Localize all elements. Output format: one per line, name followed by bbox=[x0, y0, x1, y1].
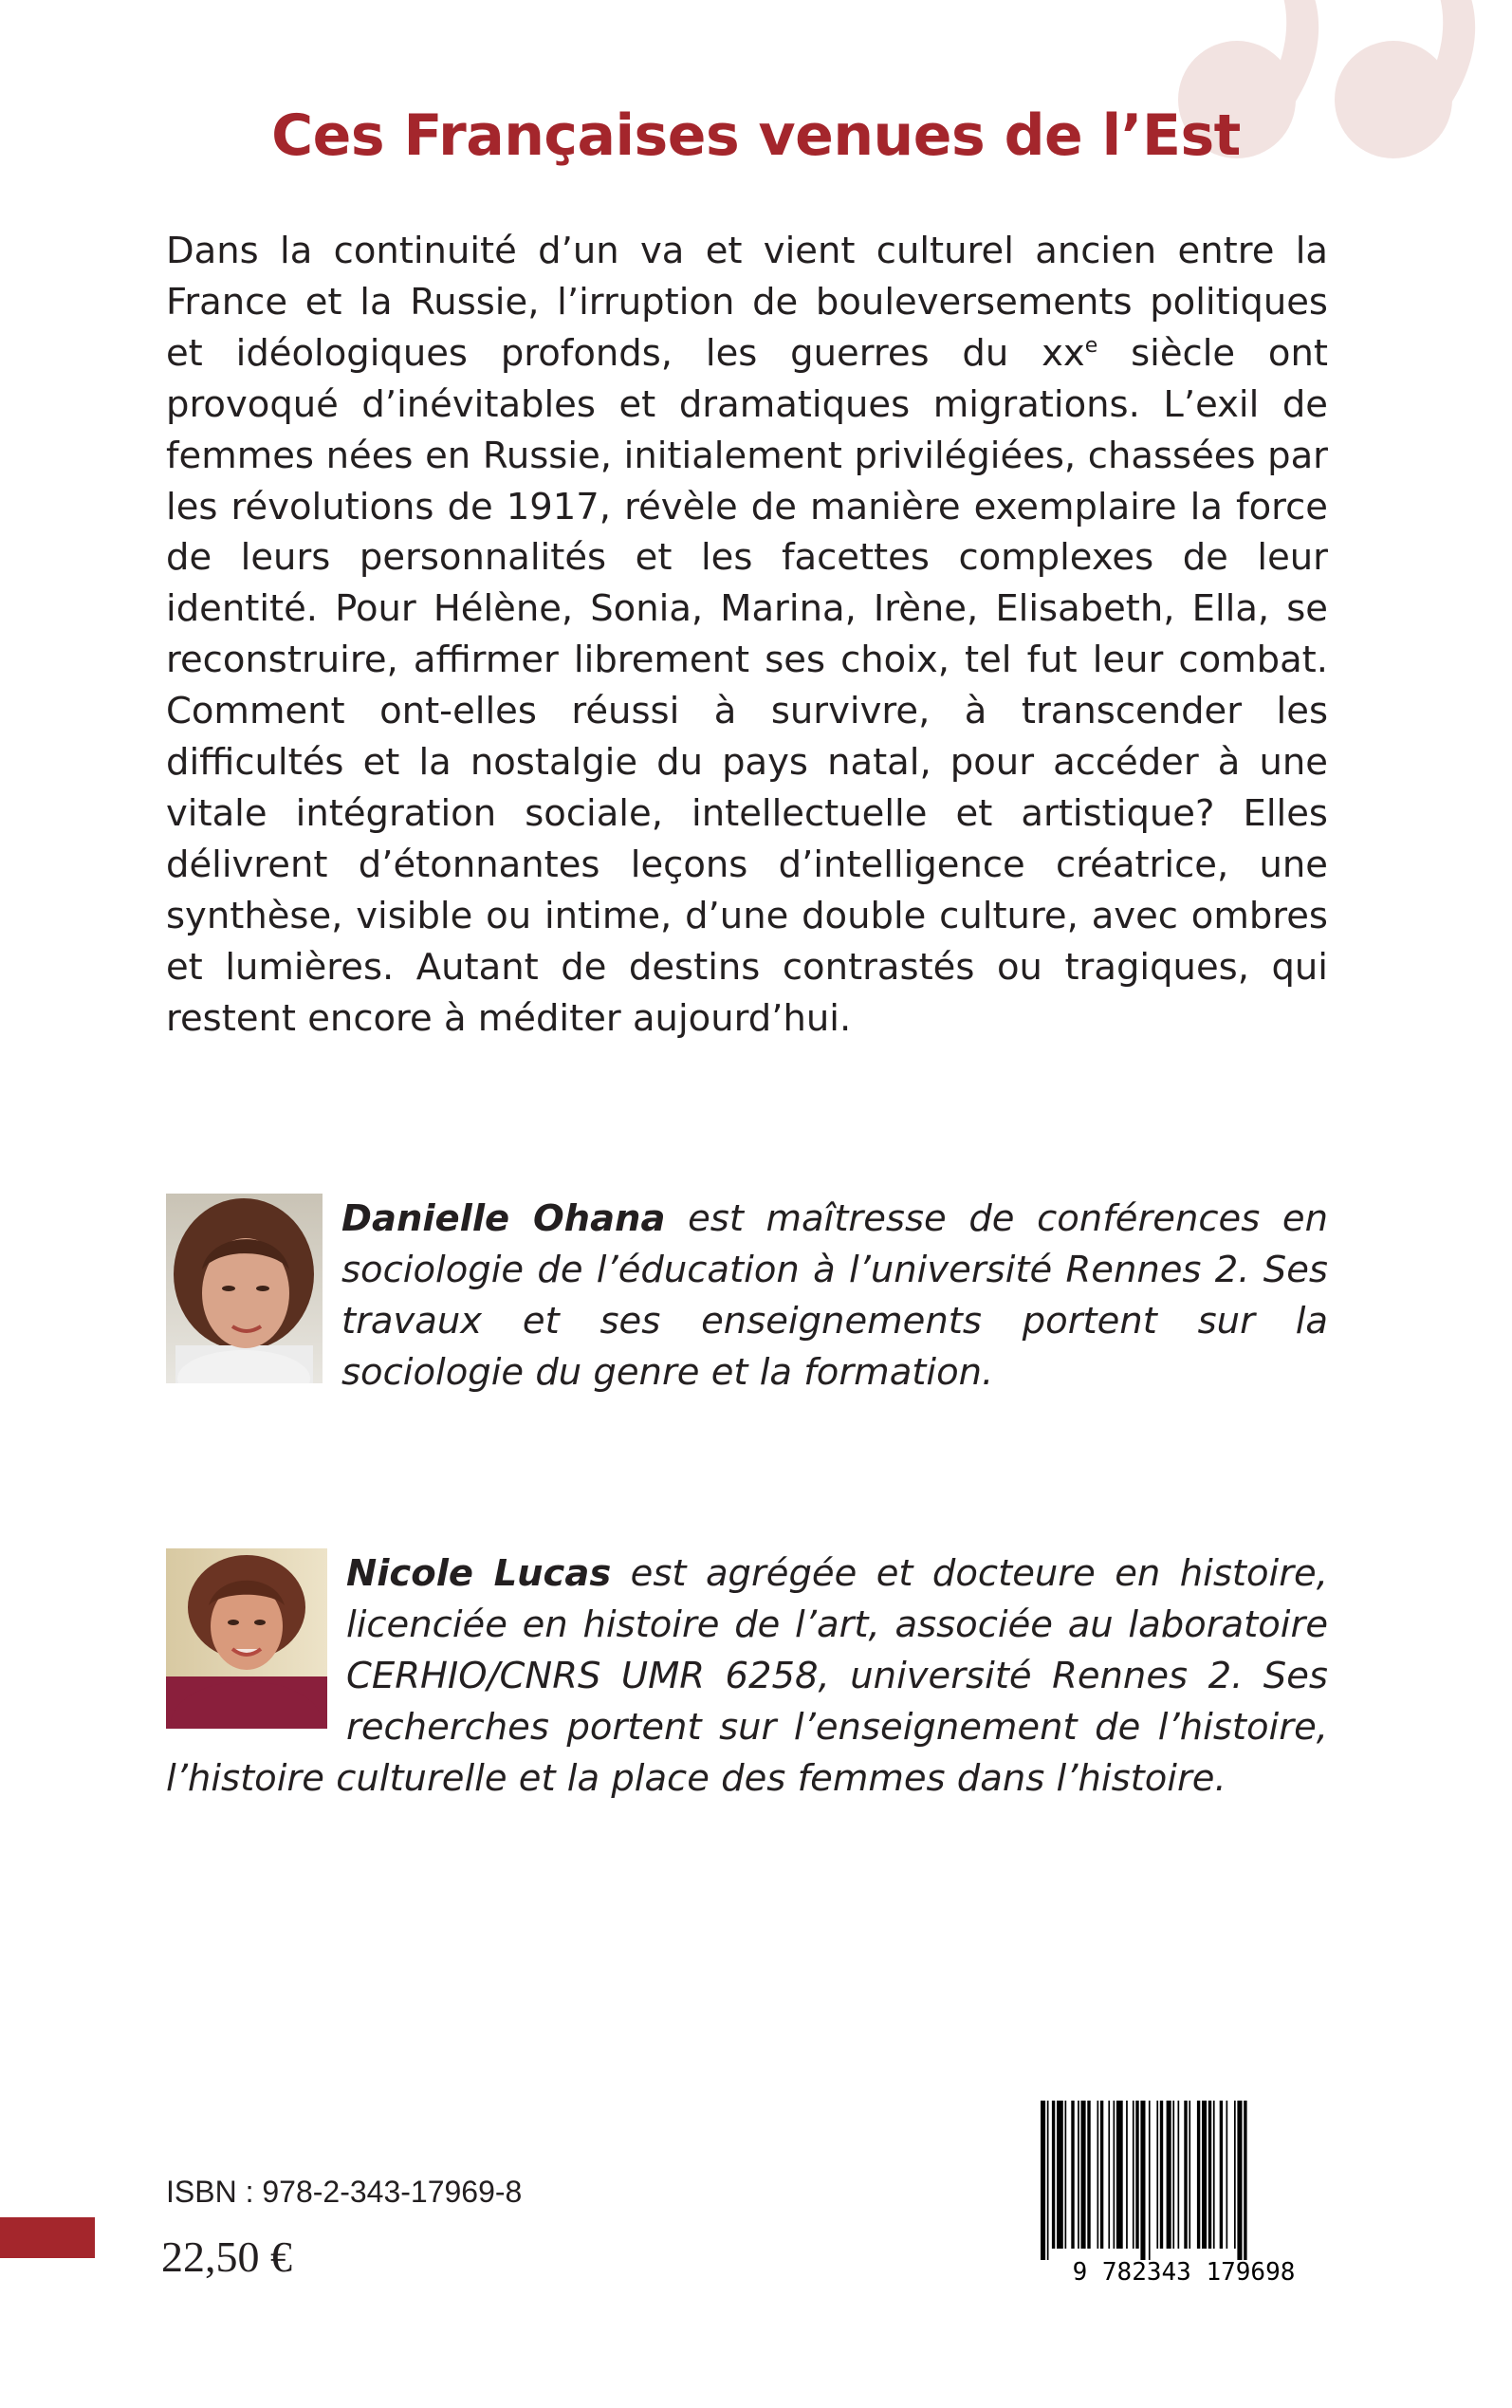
barcode-bar bbox=[1213, 2101, 1215, 2249]
barcode-bar bbox=[1167, 2101, 1171, 2249]
barcode-bar bbox=[1052, 2101, 1055, 2249]
red-accent-bar bbox=[0, 2217, 95, 2258]
author-name-danielle-ohana: Danielle Ohana bbox=[341, 1197, 666, 1240]
barcode-bar bbox=[1135, 2101, 1138, 2249]
barcode bbox=[1037, 2097, 1331, 2287]
author-block-nicole-lucas bbox=[166, 1548, 1328, 1805]
barcode-bar bbox=[1189, 2101, 1190, 2249]
barcode-bar bbox=[1057, 2101, 1063, 2249]
barcode-bar bbox=[1097, 2101, 1099, 2249]
barcode-bar bbox=[1108, 2101, 1110, 2249]
barcode-bar bbox=[1234, 2101, 1236, 2249]
barcode-bar bbox=[1071, 2101, 1074, 2249]
barcode-bar bbox=[1237, 2101, 1242, 2260]
author-block-danielle-ohana bbox=[166, 1194, 1328, 1398]
book-blurb bbox=[166, 226, 1328, 1045]
blurb-text-part2: siècle ont provoqué d’inévitables et dramatiques migrations. L’exil de femmes nées en Russie, initialement privilégiées, chassées par les révolutions de 1917, révèle de manière exemplaire la force de leurs personnalités et les facettes complexes de leur identité. Pour Hélène, Sonia, Marina, Irène, Elisabeth, Ella, se reconstruire, affirmer librement ses choix, tel fut leur combat. Comment ont-elles réussi à survivre, à transcender les difficultés et la nostalgie du pays natal, pour accéder à une vitale intégration sociale, intellectuelle et artistique? Elles délivrent d’étonnantes leçons d’intelligence créatrice, une synthèse, visible ou intime, d’une double culture, avec ombres et lumières. Autant de destins contrastés ou tragiques, qui restent encore à méditer aujourd’hui. bbox=[166, 331, 1328, 1040]
barcode-bar bbox=[1172, 2101, 1174, 2249]
isbn: ISBN : 978-2-343-17969-8 bbox=[166, 2175, 523, 2209]
barcode-bar bbox=[1184, 2101, 1187, 2249]
barcode-bar bbox=[1087, 2101, 1090, 2249]
barcode-number: 9 782343 179698 bbox=[1072, 2258, 1296, 2287]
author-photo-danielle-ohana bbox=[166, 1194, 323, 1383]
barcode-bar bbox=[1178, 2101, 1180, 2249]
author-bio-nicole-lucas bbox=[166, 1548, 1328, 1805]
author-description-nicole-lucas: est agrégée et docteure en histoire, licenciée en histoire de l’art, associée au laboratoire CERHIO/CNRS UMR 6258, université Rennes 2. Ses recherches portent sur l’enseignement de l’histoire, l’histoire culturelle et la place des femmes dans l’histoire. bbox=[166, 1552, 1328, 1800]
barcode-bar bbox=[1078, 2101, 1079, 2249]
author-name-nicole-lucas: Nicole Lucas bbox=[346, 1552, 612, 1595]
barcode-bar bbox=[1100, 2101, 1103, 2249]
barcode-bar bbox=[1197, 2101, 1200, 2249]
barcode-bar bbox=[1244, 2101, 1246, 2260]
barcode-bar bbox=[1208, 2101, 1211, 2249]
author-photo-nicole-lucas bbox=[166, 1548, 327, 1729]
barcode-bar bbox=[1065, 2101, 1067, 2249]
barcode-bars bbox=[1041, 2101, 1247, 2260]
blurb-text-part1: Dans la continuité d’un va et vient culturel ancien entre la France et la Russie, l’irruption de bouleversements politiques et idéologiques profonds, les guerres du xx bbox=[166, 230, 1328, 375]
century-superscript: e bbox=[1084, 333, 1098, 358]
barcode-bar bbox=[1114, 2101, 1116, 2249]
barcode-bar bbox=[1041, 2101, 1045, 2260]
barcode-bar bbox=[1126, 2101, 1128, 2249]
barcode-bar bbox=[1140, 2101, 1145, 2260]
barcode-bar bbox=[1160, 2101, 1163, 2249]
barcode-bar bbox=[1156, 2101, 1158, 2249]
author-bio-danielle-ohana bbox=[166, 1194, 1328, 1398]
barcode-bar bbox=[1081, 2101, 1086, 2249]
barcode-bar bbox=[1226, 2101, 1228, 2249]
barcode-bar bbox=[1220, 2101, 1223, 2249]
author-description-danielle-ohana: est maîtresse de conférences en sociologie de l’éducation à l’université Rennes 2. Ses travaux et ses enseignements portent sur la sociologie du genre et la formation. bbox=[341, 1197, 1328, 1394]
barcode-bar bbox=[1149, 2101, 1151, 2260]
barcode-bar bbox=[1116, 2101, 1123, 2249]
barcode-bar bbox=[1133, 2101, 1134, 2249]
barcode-bar bbox=[1202, 2101, 1207, 2249]
book-title: Ces Françaises venues de l’Est bbox=[271, 102, 1241, 169]
price: 22,50 € bbox=[161, 2232, 292, 2281]
barcode-bar bbox=[1047, 2101, 1049, 2260]
